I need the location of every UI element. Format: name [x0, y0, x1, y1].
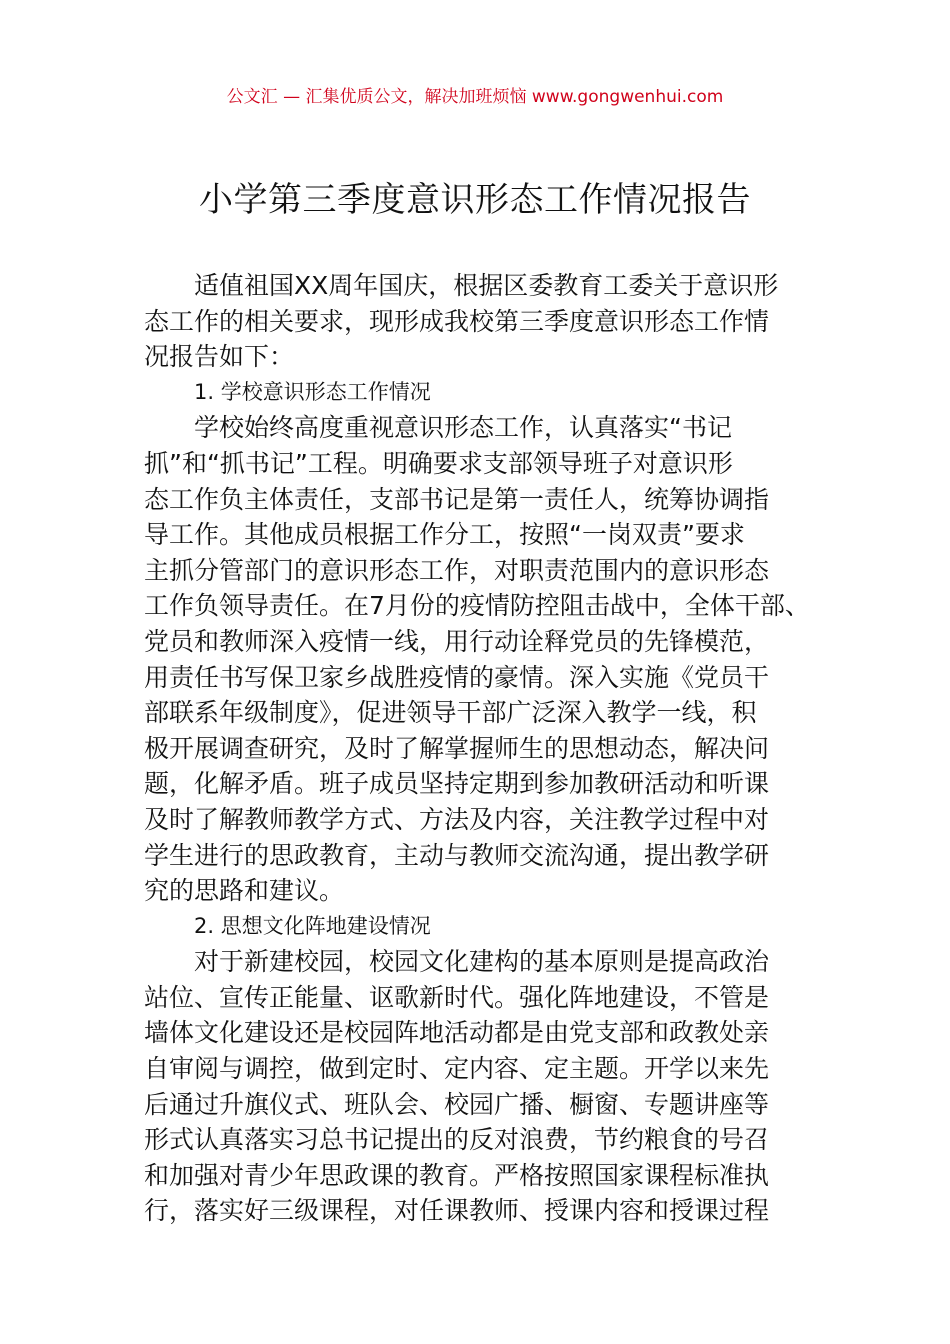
- paragraph-line: 究的思路和建议。: [144, 876, 345, 906]
- paragraph-line: 学校始终高度重视意识形态工作，认真落实“书记: [194, 413, 732, 443]
- paragraph-line: 站位、宣传正能量、讴歌新时代。强化阵地建设，不管是: [144, 982, 770, 1012]
- paragraph-line: 抓”和“抓书记”工程。明确要求支部领导班子对意识形: [144, 448, 733, 478]
- paragraph-line: 党员和教师深入疫情一线，用行动诠释党员的先锋模范，: [144, 626, 770, 656]
- section-heading-2: 2. 思想文化阵地建设情况: [194, 913, 431, 938]
- paragraph-line: 形式认真落实习总书记提出的反对浪费，节约粮食的号召: [144, 1125, 770, 1155]
- paragraph-line: 学生进行的思政教育，主动与教师交流沟通，提出教学研: [144, 840, 770, 870]
- section-heading-1: 1. 学校意识形态工作情况: [194, 379, 431, 404]
- header-banner: 公文汇 — 汇集优质公文，解决加班烦恼 www.gongwenhui.com: [226, 87, 724, 107]
- paragraph-line: 墙体文化建设还是校园阵地活动都是由党支部和政教处亲: [144, 1018, 770, 1048]
- paragraph-line: 自审阅与调控，做到定时、定内容、定主题。开学以来先: [144, 1054, 770, 1084]
- paragraph-line: 适值祖国XX周年国庆，根据区委教育工委关于意识形: [194, 271, 779, 300]
- paragraph-line: 及时了解教师教学方式、方法及内容，关注教学过程中对: [144, 804, 770, 834]
- paragraph-line: 极开展调查研究，及时了解掌握师生的思想动态，解决问: [144, 733, 770, 763]
- paragraph-line: 题，化解矛盾。班子成员坚持定期到参加教研活动和听课: [144, 769, 770, 799]
- paragraph-line: 态工作负主体责任，支部书记是第一责任人，统筹协调指: [144, 484, 770, 514]
- document-title: 小学第三季度意识形态工作情况报告: [199, 180, 751, 220]
- paragraph-line: 工作负领导责任。在7月份的疫情防控阻击战中，全体干部、: [144, 591, 810, 621]
- paragraph-line: 行，落实好三级课程，对任课教师、授课内容和授课过程: [144, 1196, 770, 1226]
- paragraph-line: 况报告如下：: [144, 342, 295, 372]
- paragraph-line: 用责任书写保卫家乡战胜疫情的豪情。深入实施《党员干: [144, 662, 770, 692]
- paragraph-line: 对于新建校园，校园文化建构的基本原则是提高政治: [194, 947, 770, 977]
- paragraph-line: 和加强对青少年思政课的教育。严格按照国家课程标准执: [144, 1160, 770, 1190]
- paragraph-line: 主抓分管部门的意识形态工作，对职责范围内的意识形态: [144, 555, 770, 585]
- paragraph-line: 后通过升旗仪式、班队会、校园广播、橱窗、专题讲座等: [144, 1089, 770, 1119]
- paragraph-line: 态工作的相关要求，现形成我校第三季度意识形态工作情: [144, 306, 770, 336]
- document-body: [144, 268, 808, 1229]
- paragraph-line: 部联系年级制度》，促进领导干部广泛深入教学一线，积: [144, 698, 757, 728]
- paragraph-line: 导工作。其他成员根据工作分工，按照“一岗双责”要求: [144, 520, 745, 550]
